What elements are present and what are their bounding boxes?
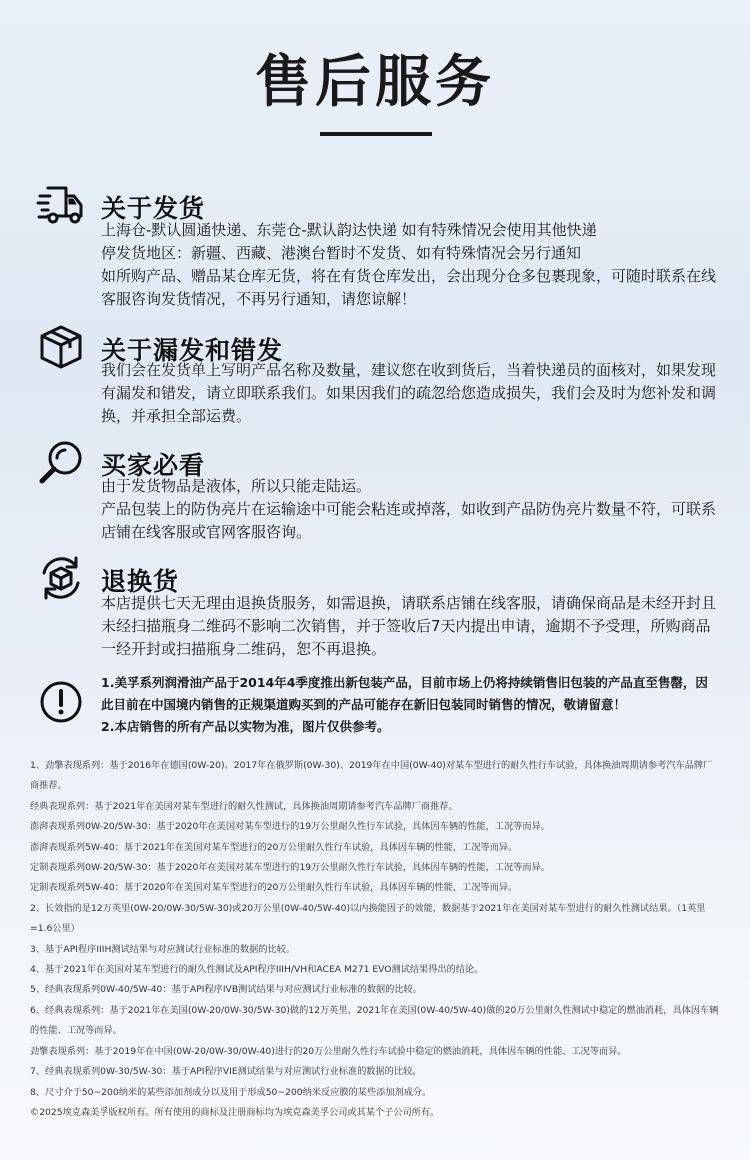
body-line: 停发货地区：新疆、西藏、港澳台暂时不发货、如有特殊情况会另行通知 — [101, 244, 582, 262]
footnote: 2、长效指的是12万英里(0W-20/0W-30/5W-30)或20万公里(0W-40/5W-40)以内换能因子的效能，数据基于2021年在美国对某车型进行的耐久性测试结果。（1英里=1.6公里） — [30, 902, 706, 935]
section-title: 关于漏发和错发 — [101, 336, 284, 365]
footnote: 定制表现系列0W-20/5W-30：基于2020年在美国对某车型进行的19万公里耐久性行车试验，具体因车辆的性能，工况等而异。 — [30, 862, 550, 874]
body-line: 上海仓-默认圆通快递、东莞仓-默认韵达快递 如有特殊情况会使用其他快递 — [101, 221, 597, 239]
footnote: 8、尺寸介于50~200纳米的某些添加剂成分以及用于形成50~200纳米反应膜的某些添加剂成分。 — [30, 1086, 432, 1098]
section-title: 退换货 — [101, 567, 180, 596]
body-line: 本店提供七天无理由退换货服务，如需退换，请联系店铺在线客服，请确保商品是未经开封且未经扫描瓶身二维码不影响二次销售，并于签收后7天内提出申请，逾期不予受理，所购商品一经开封或扫描瓶身二维码，恕不再退换。 — [101, 594, 717, 658]
footnote: 澎湃表现系列0W-20/5W-30：基于2020年在美国对某车型进行的19万公里耐久性行车试验，具体因车辆的性能，工况等而异。 — [30, 821, 550, 833]
delivery-truck-icon — [36, 180, 86, 230]
footnote: 1、劲擎表现系列：基于2016年在德国(0W-20)、2017年在俄罗斯(0W-30)、2019年在中国(0W-40)对某车型进行的耐久性行车试验，具体换油周期请参考汽车品牌厂商推荐。 — [30, 760, 713, 792]
exclamation-circle-icon — [36, 677, 86, 727]
body-line: 如所购产品、赠品某仓库无货，将在有货仓库发出，会出现分仓多包裹现象，可随时联系在线客服咨询发货情况，不再另行通知，请您谅解！ — [101, 267, 717, 308]
footnote: 6、经典表现系列：基于2021年在美国(0W-20/0W-30/5W-30)做的12万英里、2021年在美国(0W-40/5W-40)做的20万公里耐久性测试中稳定的燃油消耗，具体因车辆的性能、工况等而异。 — [30, 1004, 719, 1037]
footnote: 5、经典表现系列0W-40/5W-40：基于API程序IVB测试结果与对应测试行业标准的数据的比较。 — [30, 984, 422, 996]
footnote: 4、基于2021年在美国对某车型进行的耐久性测试及API程序IIIH/VH和ACEA M271 EVO测试结果得出的结论。 — [30, 964, 484, 976]
title-underline — [320, 132, 432, 136]
notice-line: 2.本店销售的所有产品以实物为准，图片仅供参考。 — [101, 719, 390, 734]
page-title: 售后服务 — [255, 50, 495, 115]
footnotes — [30, 756, 720, 1123]
footnote: 7、经典表现系列0W-30/5W-30：基于API程序VIE测试结果与对应测试行业标准的数据的比较。 — [30, 1066, 422, 1078]
footnote: 3、基于API程序IIIH测试结果与对应测试行业标准的数据的比较。 — [30, 943, 296, 955]
footnote: 澎湃表现系列5W-40：基于2021年在美国对某车型进行的20万公里耐久性行车试验，具体因车辆的性能，工况等而异。 — [30, 841, 518, 853]
notice-line: 1.美孚系列润滑油产品于2014年4季度推出新包装产品，目前市场上仍将持续销售旧包装的产品直至售罄，因此目前在中国境内销售的正规渠道购买到的产品可能存在新旧包装同时销售的情况，敬请留意！ — [101, 675, 708, 712]
section-title: 买家必看 — [101, 451, 206, 480]
body-line: 产品包装上的防伪亮片在运输途中可能会粘连或掉落，如收到产品防伪亮片数量不符，可联系店铺在线客服或官网客服咨询。 — [101, 500, 717, 541]
footnote: ©2025埃克森美孚版权所有。所有使用的商标及注册商标均为埃克森美孚公司或其某个子公司所有。 — [30, 1106, 440, 1118]
footnote: 经典表现系列：基于2021年在美国对某车型进行的耐久性测试，具体换油周期请参考汽车品牌厂商推荐。 — [30, 800, 458, 812]
package-box-icon — [36, 322, 86, 372]
section-body — [101, 359, 716, 428]
notice-block — [101, 672, 716, 738]
section-body — [101, 592, 716, 661]
footnote: 定制表现系列5W-40：基于2020年在美国对某车型进行的20万公里耐久性行车试验，具体因车辆的性能，工况等而异。 — [30, 882, 518, 894]
body-line: 我们会在发货单上写明产品名称及数量，建议您在收到货后，当着快递员的面核对，如果发现有漏发和错发，请立即联系我们。如果因我们的疏忽给您造成损失，我们会及时为您补发和调换，并承担全部运费。 — [101, 361, 717, 425]
body-line: 由于发货物品是液体，所以只能走陆运。 — [101, 477, 372, 495]
section-title: 关于发货 — [101, 194, 206, 223]
section-body — [101, 219, 716, 311]
footnote: 劲擎表现系列：基于2019年在中国(0W-20/0W-30/0W-40)进行的20万公里耐久性行车试验中稳定的燃油消耗，具体因车辆的性能、工况等而异。 — [30, 1045, 627, 1057]
magnifier-icon — [36, 437, 86, 487]
return-exchange-icon — [36, 553, 86, 603]
section-body — [101, 475, 716, 544]
